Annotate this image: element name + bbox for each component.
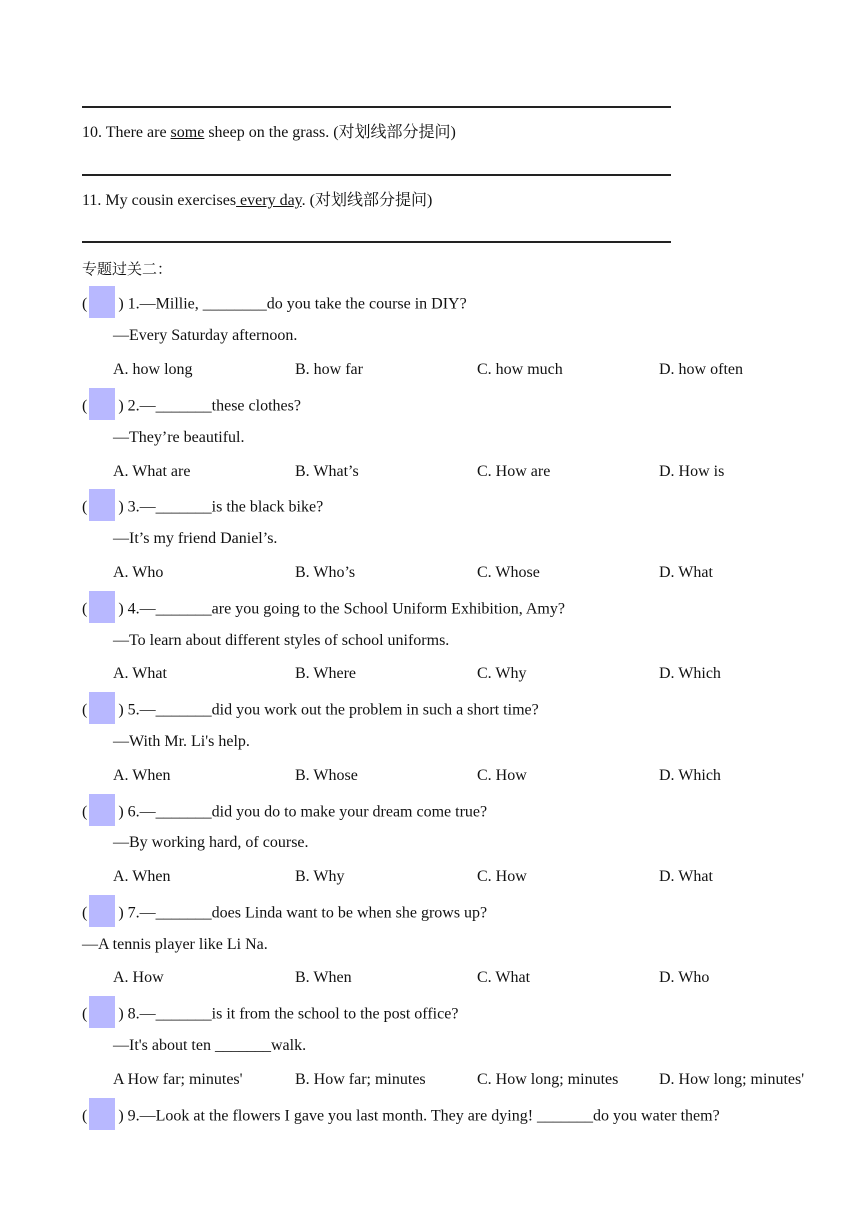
q11-underlined: every day — [236, 192, 302, 209]
option-d[interactable]: D. What — [659, 868, 713, 885]
question-4 — [82, 597, 565, 623]
option-d[interactable]: D. What — [659, 564, 713, 581]
answer-line — [82, 106, 671, 108]
option-c[interactable]: C. Why — [477, 665, 527, 682]
question-reply — [113, 732, 250, 752]
option-d[interactable]: D. Who — [659, 969, 710, 986]
answer-box[interactable] — [89, 591, 115, 623]
option-c[interactable]: C. What — [477, 969, 531, 986]
question-stem: ) 8.—_______is it from the school to the post office? — [118, 1005, 459, 1023]
question-7 — [82, 901, 487, 927]
reply-text: —They’re beautiful. — [113, 429, 245, 446]
question-11 — [82, 191, 432, 211]
option-c[interactable]: C. How — [477, 767, 527, 784]
option-c[interactable]: C. How long; minutes — [477, 1071, 619, 1088]
option-b[interactable]: B. Where — [295, 665, 357, 682]
question-reply — [82, 935, 268, 955]
option-a[interactable]: A. What are — [113, 463, 191, 480]
option-b[interactable]: B. Why — [295, 868, 345, 885]
option-d[interactable]: D. Which — [659, 767, 721, 784]
option-a[interactable]: A. Who — [113, 564, 164, 581]
open-paren: ( — [82, 701, 88, 719]
option-b[interactable]: B. What’s — [295, 463, 359, 480]
option-d[interactable]: D. how often — [659, 361, 743, 378]
option-b[interactable]: B. When — [295, 969, 352, 986]
question-1 — [82, 292, 467, 318]
open-paren: ( — [82, 1107, 88, 1125]
question-stem: ) 9.—Look at the flowers I gave you last month. They are dying! _______do you water them? — [118, 1107, 720, 1125]
question-reply — [113, 428, 245, 448]
option-a[interactable]: A. How — [113, 969, 164, 986]
answer-box[interactable] — [89, 489, 115, 521]
option-d[interactable]: D. How is — [659, 463, 725, 480]
question-stem: ) 7.—_______does Linda want to be when she grows up? — [118, 904, 488, 922]
open-paren: ( — [82, 600, 88, 618]
answer-line — [82, 174, 671, 176]
q11-text: 11. My cousin exercises — [82, 192, 237, 209]
answer-box[interactable] — [89, 996, 115, 1028]
question-5 — [82, 698, 539, 724]
option-b[interactable]: B. Whose — [295, 767, 358, 784]
open-paren: ( — [82, 498, 88, 516]
open-paren: ( — [82, 803, 88, 821]
answer-box[interactable] — [89, 1098, 115, 1130]
question-stem: ) 3.—_______is the black bike? — [118, 498, 324, 516]
option-a[interactable]: A. how long — [113, 361, 193, 378]
option-a[interactable]: A. What — [113, 665, 167, 682]
question-reply — [113, 326, 297, 346]
question-6 — [82, 800, 487, 826]
question-3 — [82, 495, 323, 521]
question-2 — [82, 394, 301, 420]
open-paren: ( — [82, 904, 88, 922]
option-a[interactable]: A How far; minutes' — [113, 1071, 243, 1088]
reply-text: —With Mr. Li's help. — [113, 733, 250, 750]
answer-line — [82, 241, 671, 243]
option-c[interactable]: C. How — [477, 868, 527, 885]
section-title: 专题过关二： — [82, 260, 173, 278]
question-reply — [113, 1036, 306, 1056]
option-d[interactable]: D. How long; minutes' — [659, 1071, 805, 1088]
option-c[interactable]: C. Whose — [477, 564, 540, 581]
option-d[interactable]: D. Which — [659, 665, 721, 682]
question-stem: ) 6.—_______did you do to make your dream come true? — [118, 803, 488, 821]
q10-underlined: some — [170, 124, 205, 141]
option-c[interactable]: C. How are — [477, 463, 551, 480]
q10-instruction: sheep on the grass. (对划线部分提问) — [204, 124, 456, 141]
reply-text: —Every Saturday afternoon. — [113, 327, 298, 344]
question-stem: ) 4.—_______are you going to the School Uniform Exhibition, Amy? — [118, 600, 565, 618]
option-b[interactable]: B. How far; minutes — [295, 1071, 426, 1088]
option-c[interactable]: C. how much — [477, 361, 563, 378]
open-paren: ( — [82, 1005, 88, 1023]
reply-text: —It's about ten _______walk. — [113, 1037, 307, 1054]
option-a[interactable]: A. When — [113, 868, 171, 885]
question-stem: ) 1.—Millie, ________do you take the course in DIY? — [118, 295, 467, 313]
q10-text: 10. There are — [82, 124, 171, 141]
reply-text: —To learn about different styles of school uniforms. — [113, 632, 450, 649]
reply-text: —A tennis player like Li Na. — [82, 936, 268, 953]
question-9 — [82, 1104, 720, 1130]
answer-box[interactable] — [89, 388, 115, 420]
open-paren: ( — [82, 397, 88, 415]
reply-text: —By working hard, of course. — [113, 834, 309, 851]
question-stem: ) 2.—_______these clothes? — [118, 397, 301, 415]
reply-text: —It’s my friend Daniel’s. — [113, 530, 278, 547]
question-reply — [113, 631, 449, 651]
answer-box[interactable] — [89, 692, 115, 724]
question-reply — [113, 833, 309, 853]
option-a[interactable]: A. When — [113, 767, 171, 784]
option-b[interactable]: B. how far — [295, 361, 363, 378]
answer-box[interactable] — [89, 794, 115, 826]
open-paren: ( — [82, 295, 88, 313]
answer-box[interactable] — [89, 895, 115, 927]
q11-instruction: . (对划线部分提问) — [301, 192, 433, 209]
answer-box[interactable] — [89, 286, 115, 318]
question-10 — [82, 123, 456, 143]
question-stem: ) 5.—_______did you work out the problem in such a short time? — [118, 701, 539, 719]
question-reply — [113, 529, 277, 549]
question-8 — [82, 1002, 458, 1028]
option-b[interactable]: B. Who’s — [295, 564, 356, 581]
